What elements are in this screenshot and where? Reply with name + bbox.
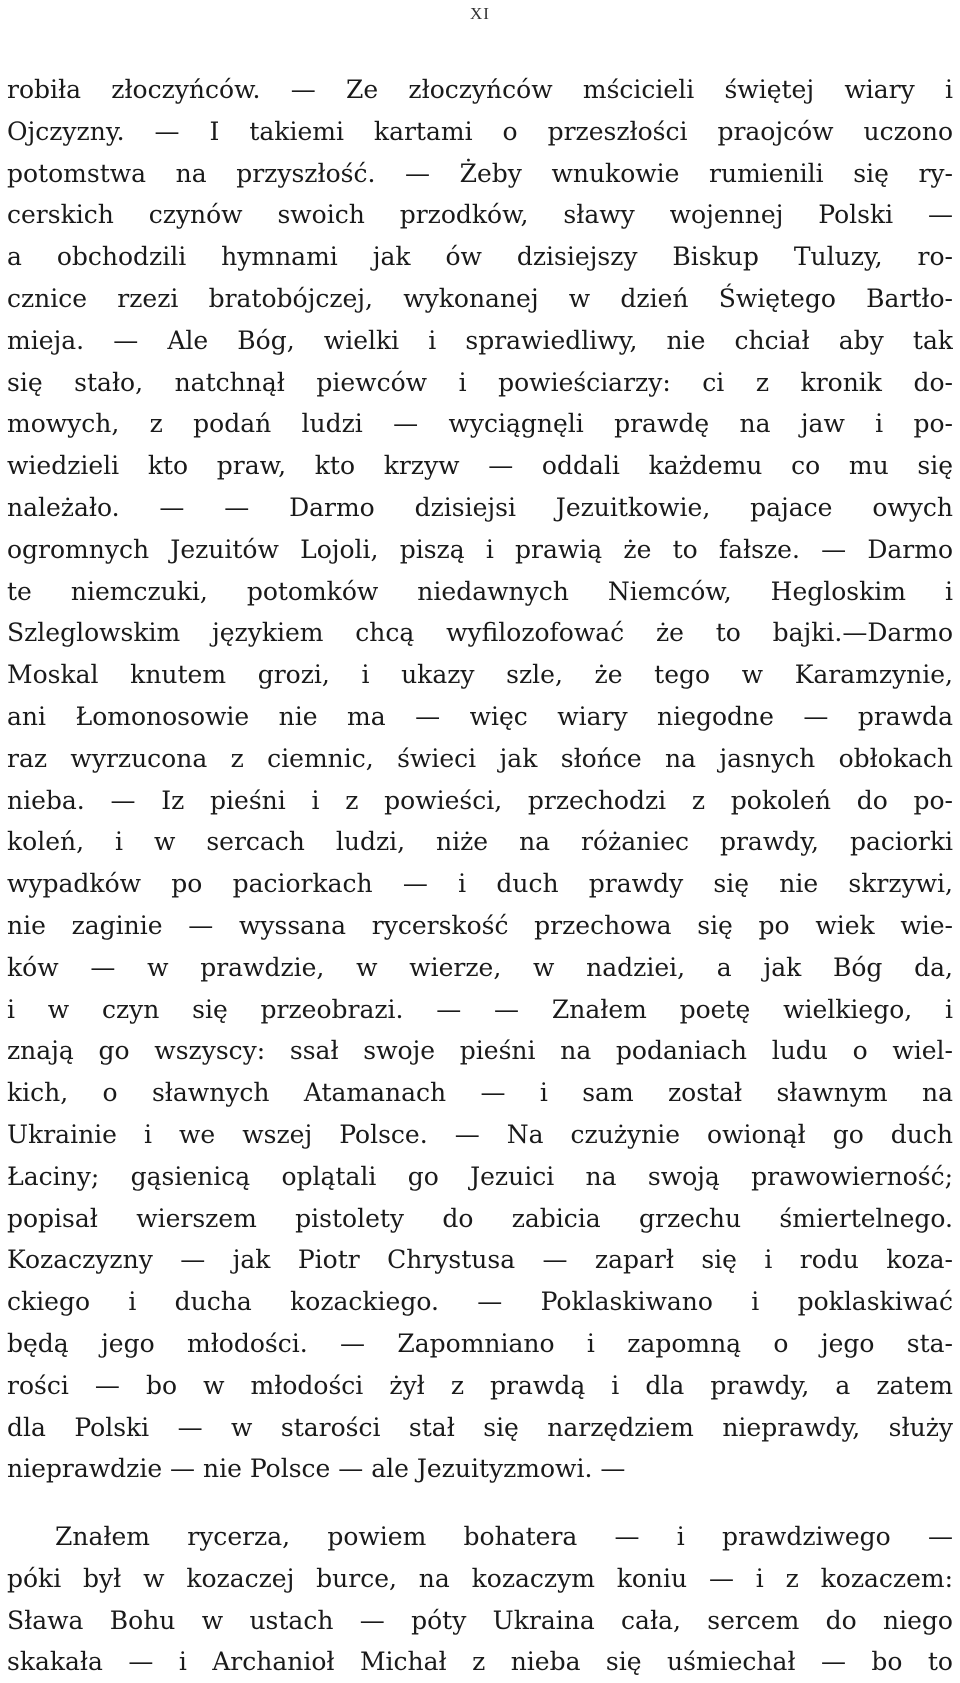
text-line: robiła złoczyńców. — Ze złoczyńców mścicieli świętej wiary i bbox=[7, 75, 953, 104]
text-line: rości — bo w młodości żył z prawdą i dla prawdy, a zatem bbox=[7, 1370, 953, 1400]
text-line: potomstwa na przyszłość. — Żeby wnukowie rumienili się ry- bbox=[7, 158, 953, 188]
text-line: raz wyrzucona z ciemnic, świeci jak słońce na jasnych obłokach bbox=[7, 743, 953, 773]
text-line: Ojczyzny. — I takiemi kartami o przeszłości praojców uczono bbox=[7, 116, 953, 146]
text-line: Moskal knutem grozi, i ukazy szle, że tego w Karamzynie, bbox=[7, 660, 953, 690]
text-line: dla Polski — w starości stał się narzędziem nieprawdy, służy bbox=[7, 1412, 953, 1442]
text-line: cerskich czynów swoich przodków, sławy wojennej Polski — bbox=[7, 200, 953, 230]
text-line: póki był w kozaczej burce, na kozaczym koniu — i z kozaczem: bbox=[7, 1563, 953, 1593]
text-line: ków — w prawdzie, w wierze, w nadziei, a jak Bóg da, bbox=[7, 952, 953, 982]
text-line: ogromnych Jezuitów Lojoli, piszą i prawią że to fałsze. — Darmo bbox=[7, 534, 953, 564]
text-line: popisał wierszem pistolety do zabicia grzechu śmiertelnego. bbox=[7, 1203, 953, 1233]
text-line: i w czyn się przeobrazi. — — Znałem poetę wielkiego, i bbox=[7, 994, 953, 1024]
text-line: znają go wszyscy: ssał swoje pieśni na podaniach ludu o wiel- bbox=[7, 1036, 953, 1066]
text-line: będą jego młodości. — Zapomniano i zapomną o jego sta- bbox=[7, 1328, 953, 1358]
paragraph-2 bbox=[7, 1516, 953, 1683]
text-line: ckiego i ducha kozackiego. — Poklaskiwano i poklaskiwać bbox=[7, 1287, 953, 1317]
text-line: Ukrainie i we wszej Polsce. — Na czużynie owionął go duch bbox=[7, 1119, 953, 1149]
text-line: należało. — — Darmo dzisiejsi Jezuitkowie, pajace owych bbox=[7, 492, 953, 522]
text-line: kich, o sławnych Atamanach — i sam został sławnym na bbox=[7, 1078, 953, 1108]
text-line: a obchodzili hymnami jak ów dzisiejszy Biskup Tuluzy, ro- bbox=[7, 242, 953, 272]
text-line: wiedzieli kto praw, kto krzyw — oddali każdemu co mu się bbox=[7, 451, 953, 481]
text-line: Szleglowskim językiem chcą wyfilozofować że to bajki.—Darmo bbox=[7, 618, 953, 648]
text-line: ani Łomonosowie nie ma — więc wiary niegodne — prawda bbox=[7, 701, 953, 731]
text-line: wypadków po paciorkach — i duch prawdy się nie skrzywi, bbox=[7, 869, 953, 899]
text-line: Kozaczyzny — jak Piotr Chrystusa — zaparł się i rodu koza- bbox=[7, 1245, 953, 1275]
page-number: XI bbox=[470, 4, 490, 23]
text-line: nieba. — Iz pieśni i z powieści, przechodzi z pokoleń do po- bbox=[7, 785, 953, 815]
text-line: skakała — i Archanioł Michał z nieba się uśmiechał — bo to bbox=[7, 1647, 953, 1677]
text-line: nieprawdzie — nie Polsce — ale Jezuityzmowi. — bbox=[7, 1454, 626, 1484]
text-line: Sława Bohu w ustach — póty Ukraina cała, sercem do niego bbox=[7, 1605, 953, 1635]
text-line: te niemczuki, potomków niedawnych Niemców, Hegloskim i bbox=[7, 576, 953, 606]
text-line: mowych, z podań ludzi — wyciągnęli prawdę na jaw i po- bbox=[7, 409, 953, 439]
paragraph-1 bbox=[7, 69, 953, 1490]
text-line: mieja. — Ale Bóg, wielki i sprawiedliwy, nie chciał aby tak bbox=[7, 325, 953, 355]
text-line: Łaciny; gąsienicą oplątali go Jezuici na swoją prawowierność; bbox=[7, 1161, 953, 1191]
text-line: koleń, i w sercach ludzi, niże na różaniec prawdy, paciorki bbox=[7, 827, 953, 857]
text-line: cznice rzezi bratobójczej, wykonanej w dzień Świętego Bartło- bbox=[7, 283, 953, 313]
text-line: nie zaginie — wyssana rycerskość przechowa się po wiek wie- bbox=[7, 910, 953, 940]
text-line: się stało, natchnął piewców i powieściarzy: ci z kronik do- bbox=[7, 367, 953, 397]
text-line: Znałem rycerza, powiem bohatera — i prawdziwego — bbox=[55, 1522, 953, 1551]
